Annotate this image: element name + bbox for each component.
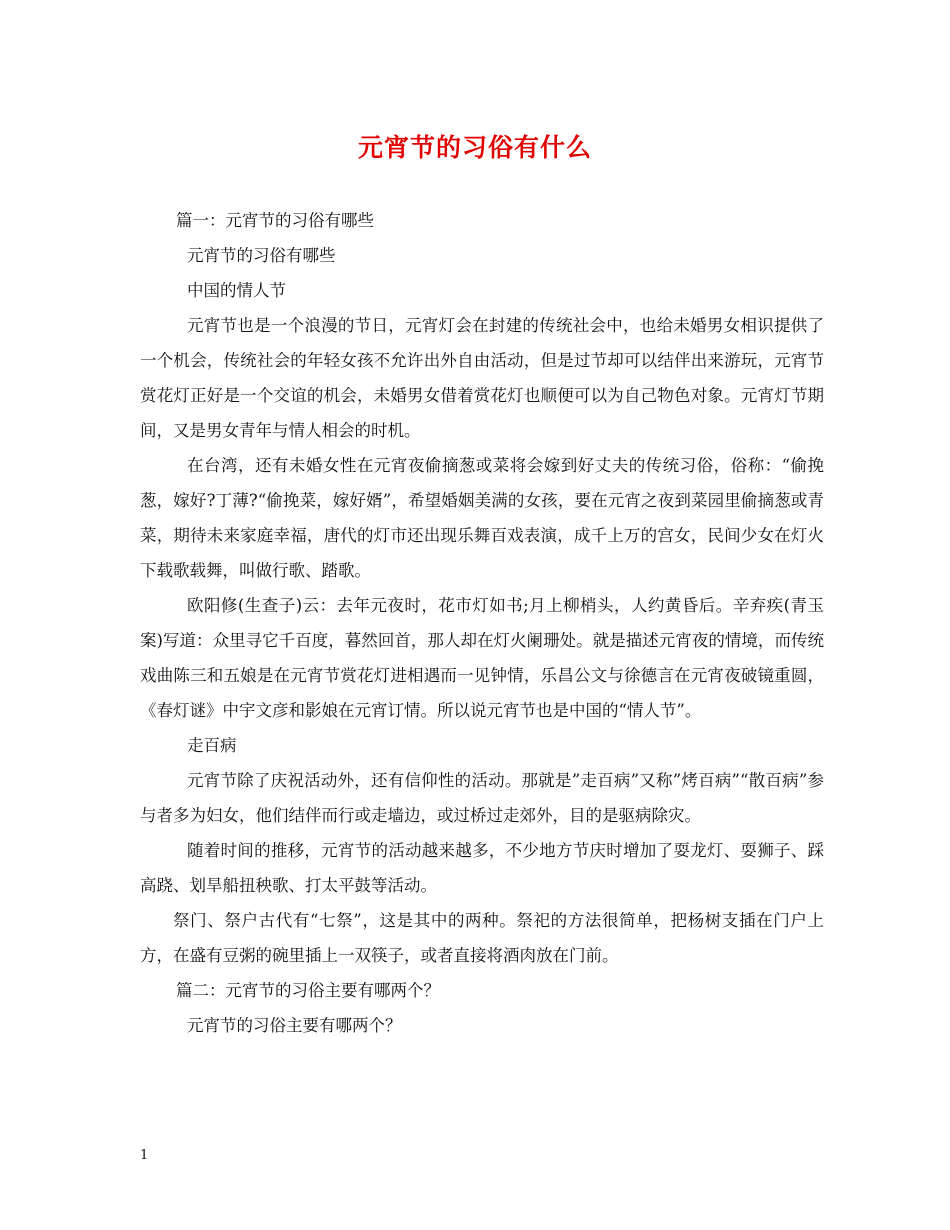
body-paragraph: 随着时间的推移，元宵节的活动越来越多，不少地方节庆时增加了耍龙灯、耍狮子、踩高跷、划旱船扭秧歌、打太平鼓等活动。 xyxy=(140,841,824,895)
section-heading-1: 篇一：元宵节的习俗有哪些 xyxy=(176,211,374,230)
page-number: 1 xyxy=(140,1148,149,1163)
body-paragraph: 元宵节也是一个浪漫的节日，元宵灯会在封建的传统社会中，也给未婚男女相识提供了一个机会，传统社会的年轻女孩不允许出外自由活动，但是过节却可以结伴出来游玩，元宵节赏花灯正好是一个交谊的机会，未婚男女借着赏花灯也顺便可以为自己物色对象。元宵灯节期间，又是男女青年与情人相会的时机。 xyxy=(140,316,824,440)
body-paragraph: 欧阳修(生查子)云：去年元夜时，花市灯如书;月上柳梢头，人约黄昏后。辛弃疾(青玉案)写道：众里寻它千百度，暮然回首，那人却在灯火阑珊处。就是描述元宵夜的情境，而传统戏曲陈三和五娘是在元宵节赏花灯进相遇而一见钟情，乐昌公文与徐德言在元宵夜破镜重圆，《春灯谜》中宇文彦和影娘在元宵订情。所以说元宵节也是中国的“情人节”。 xyxy=(140,596,824,720)
document-body xyxy=(140,203,824,1043)
subheading: 元宵节的习俗主要有哪两个？ xyxy=(187,1016,402,1035)
body-paragraph: 祭门、祭户古代有“七祭”，这是其中的两种。祭祀的方法很简单，把杨树支插在门户上方，在盛有豆粥的碗里插上一双筷子，或者直接将酒肉放在门前。 xyxy=(140,911,824,965)
subheading: 走百病 xyxy=(187,736,237,755)
body-paragraph: 元宵节除了庆祝活动外，还有信仰性的活动。那就是”走百病”又称”烤百病”“散百病”参与者多为妇女，他们结伴而行或走墙边，或过桥过走郊外，目的是驱病除灾。 xyxy=(140,771,824,825)
body-paragraph: 在台湾，还有未婚女性在元宵夜偷摘葱或菜将会嫁到好丈夫的传统习俗，俗称：“偷挽葱，嫁好?丁薄?“偷挽菜，嫁好婿”，希望婚姻美满的女孩，要在元宵之夜到菜园里偷摘葱或青菜，期待未来家庭幸福，唐代的灯市还出现乐舞百戏表演，成千上万的宫女，民间少女在灯火下载歌载舞，叫做行歌、踏歌。 xyxy=(140,456,824,580)
section-heading-2: 篇二：元宵节的习俗主要有哪两个？ xyxy=(176,981,440,1000)
subheading: 中国的情人节 xyxy=(187,281,286,300)
subheading: 元宵节的习俗有哪些 xyxy=(187,246,336,265)
document-title: 元宵节的习俗有什么 xyxy=(357,133,592,162)
